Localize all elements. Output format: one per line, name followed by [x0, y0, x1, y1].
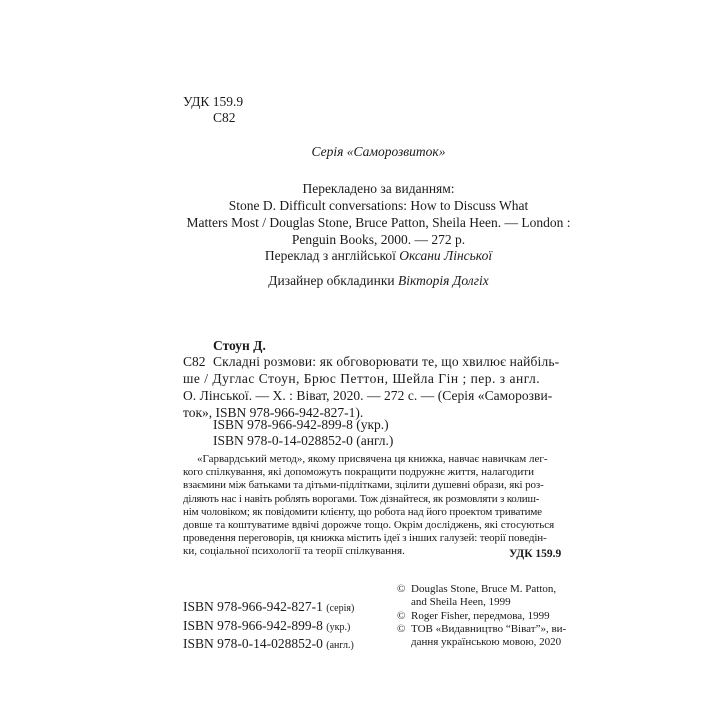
- annotation-line: взаємини між батьками та дітьми-підлітками, зцілити душевні образи, які роз-: [183, 479, 544, 492]
- biblio-description-cont: [183, 370, 573, 421]
- copyright-row: [397, 583, 566, 596]
- isbn-number: ISBN 978-966-942-899-8: [183, 617, 323, 633]
- annotation-line: діляють нас і навіть роблять ворогами. Тож дізнайтеся, як розмовляти з колиш-: [183, 492, 540, 505]
- biblio-line: ток», ISBN 978-966-942-827-1).: [183, 405, 364, 420]
- biblio-index: С82: [183, 354, 206, 369]
- biblio-description: [213, 353, 573, 370]
- copyright-row: [397, 636, 566, 649]
- annotation-line: ки, соціальної психології та теорії спілкування.: [183, 545, 405, 558]
- udk-code: УДК 159.9: [183, 94, 244, 109]
- annotation: [183, 453, 571, 559]
- copyright-row: [397, 610, 566, 623]
- isbn-row: [183, 599, 354, 618]
- translated-from-block: [186, 180, 571, 248]
- biblio-line: ше / Дуглас Стоун, Брюс Петтон, Шейла Гін ; пер. з англ.: [183, 371, 541, 386]
- copyright-block: [397, 583, 566, 649]
- copyright-text: Douglas Stone, Bruce M. Patton,: [411, 583, 557, 595]
- udk-index: С82: [213, 110, 236, 125]
- series-title: Серія «Саморозвиток»: [311, 144, 446, 159]
- copyright-row: [397, 623, 566, 636]
- isbn-note: (укр.): [326, 621, 351, 633]
- designer-credit: [186, 272, 571, 289]
- copyright-text: Roger Fisher, передмова, 1999: [411, 609, 550, 622]
- copyright-symbol: ©: [397, 622, 406, 635]
- translated-from-line: Matters Most / Douglas Stone, Bruce Patton, Sheila Heen. — London :: [186, 215, 571, 230]
- copyright-text: and Sheila Heen, 1999: [411, 596, 511, 609]
- translator-credit: [186, 247, 571, 264]
- translated-from-line: Penguin Books, 2000. — 272 p.: [291, 232, 466, 247]
- copyright-row: [397, 596, 566, 609]
- copyright-text: ТОВ «Видавництво “Віват”», ви-: [411, 622, 567, 635]
- isbn-number: ISBN 978-0-14-028852-0: [183, 636, 323, 651]
- copyright-text: дання українською мовою, 2020: [411, 636, 562, 649]
- translated-from-heading: Перекладено за виданням:: [302, 181, 455, 196]
- isbn-row: [183, 636, 354, 655]
- annotation-line: довше та коштуватиме вдвічі дорожче тощо. Окрім досліджень, які стосуються: [183, 519, 555, 532]
- annotation-line: нім чоловіком; як повідомити клієнту, що робота над його проектом триватиме: [183, 505, 542, 518]
- designer-name: Вікторія Долгіх: [398, 273, 489, 288]
- annotation-line: кого спілкування, які допоможуть покращити подружнє життя, налагодити: [183, 466, 534, 479]
- translator-name: Оксани Лінської: [399, 248, 493, 263]
- biblio-line: О. Лінської. — Х. : Віват, 2020. — 272 с. — (Серія «Саморозви-: [183, 388, 553, 403]
- udk-bottom: УДК 159.9: [509, 548, 562, 560]
- isbn-list: [183, 599, 354, 655]
- isbn-number: ISBN 978-966-942-827-1: [183, 599, 323, 614]
- isbn-note: (серія): [326, 603, 355, 614]
- copyright-symbol: ©: [397, 609, 406, 622]
- annotation-line: «Гарвардський метод», якому присвячена ця книжка, навчає навичкам лег-: [197, 453, 548, 465]
- biblio-isbn-ukr: ISBN 978-966-942-899-8 (укр.): [213, 417, 389, 432]
- biblio-line: Складні розмови: як обговорювати те, що хвилює найбіль-: [213, 354, 560, 369]
- copyright-symbol: ©: [397, 583, 406, 595]
- translated-from-line: Stone D. Difficult conversations: How to Discuss What: [228, 198, 529, 213]
- biblio-author: Стоун Д.: [213, 338, 266, 353]
- isbn-row: [183, 618, 354, 637]
- biblio-isbn-eng: ISBN 978-0-14-028852-0 (англ.): [213, 433, 394, 448]
- isbn-note: (англ.): [326, 640, 354, 651]
- designer-label: Дизайнер обкладинки: [268, 273, 399, 288]
- annotation-line: проведення переговорів, ця книжка містить ідеї з інших галузей: теорії поведін-: [183, 532, 547, 545]
- translator-label: Переклад з англійської: [264, 248, 400, 263]
